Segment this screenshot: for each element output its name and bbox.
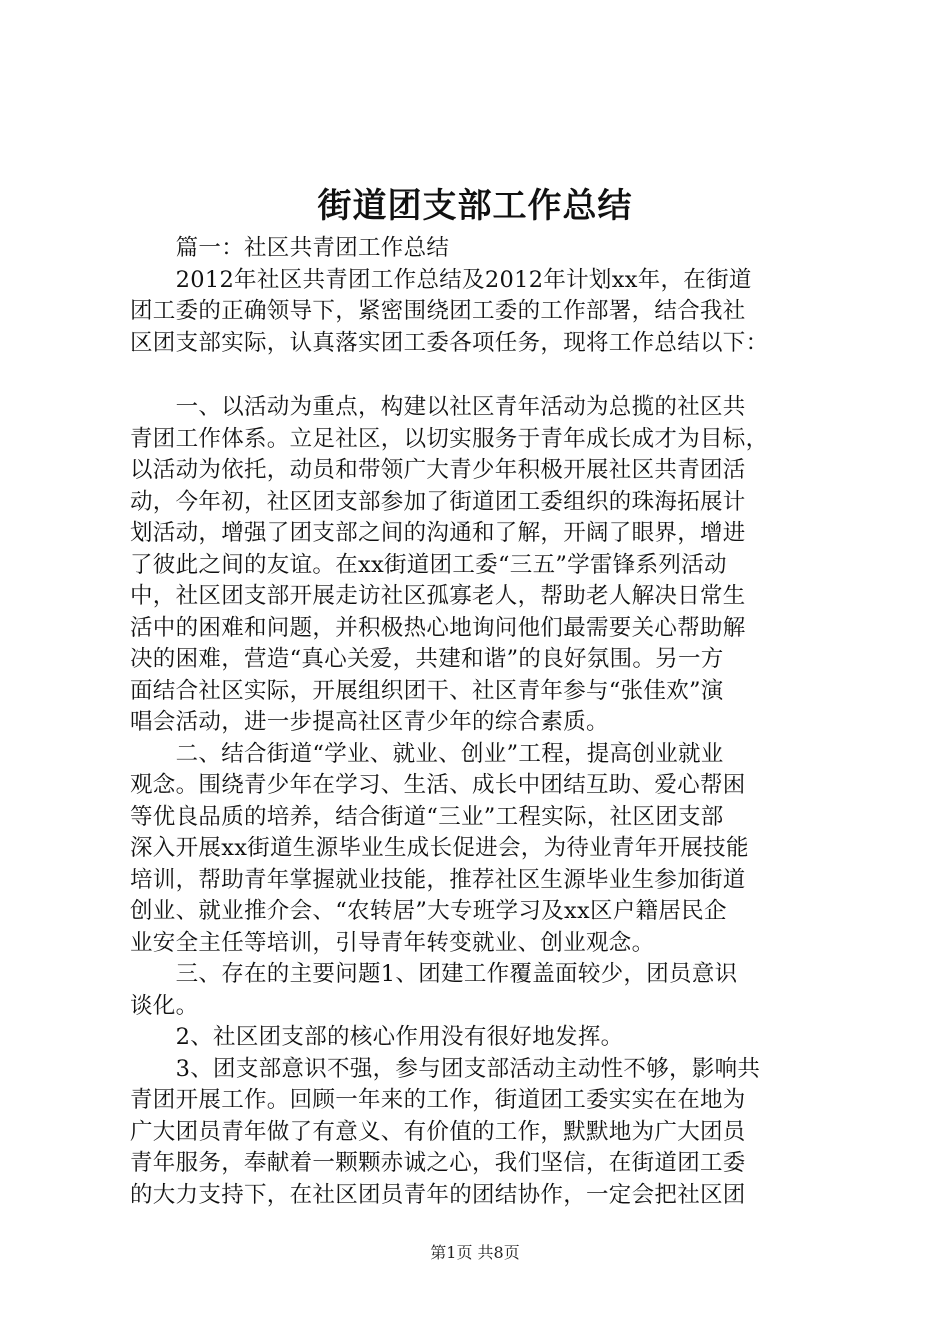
main-block bbox=[130, 392, 830, 1211]
text-line: 青团工作体系。立足社区，以切实服务于青年成长成才为目标， bbox=[130, 425, 769, 452]
text-line: 青团开展工作。回顾一年来的工作，街道团工委实实在在地为 bbox=[130, 1087, 746, 1113]
paragraph-gap bbox=[130, 359, 830, 392]
text-line: 业安全主任等培训，引导青年转变就业、创业观念。 bbox=[130, 929, 655, 956]
document-title: 街道团支部工作总结 bbox=[317, 186, 633, 226]
text-line: 面结合社区实际，开展组织团干、社区青年参与“张佳欢”演 bbox=[130, 677, 724, 704]
text-line: 划活动，增强了团支部之间的沟通和了解，开阔了眼界，增进 bbox=[130, 520, 746, 546]
text-line: 动，今年初，社区团支部参加了街道团工委组织的珠海拓展计 bbox=[130, 488, 746, 515]
intro-block bbox=[130, 233, 830, 359]
text-line: 活中的困难和问题，并积极热心地询问他们最需要关心帮助解 bbox=[130, 614, 746, 641]
text-line: 2012年社区共青团工作总结及2012年计划xx年，在街道 bbox=[130, 266, 752, 293]
text-line: 了彼此之间的友谊。在xx街道团工委“三五”学雷锋系列活动 bbox=[130, 551, 727, 578]
text-line: 二、结合街道“学业、就业、创业”工程，提高创业就业 bbox=[130, 740, 724, 767]
text-line: 的大力支持下，在社区团员青年的团结协作，一定会把社区团 bbox=[130, 1181, 746, 1208]
text-line: 等优良品质的培养，结合街道“三业”工程实际，社区团支部 bbox=[130, 803, 724, 830]
document-body bbox=[130, 233, 830, 1211]
text-line: 创业、就业推介会、“农转居”大专班学习及xx区户籍居民企 bbox=[130, 898, 727, 924]
text-line: 青年服务，奉献着一颗颗赤诚之心，我们坚信，在街道团工委 bbox=[130, 1150, 746, 1176]
text-line: 2、社区团支部的核心作用没有很好地发挥。 bbox=[130, 1024, 624, 1050]
text-line: 三、存在的主要问题1、团建工作覆盖面较少，团员意识 bbox=[130, 961, 738, 987]
text-line: 培训，帮助青年掌握就业技能，推荐社区生源毕业生参加街道 bbox=[130, 866, 746, 893]
text-line: 团工委的正确领导下，紧密围绕团工委的工作部署，结合我社 bbox=[130, 298, 746, 324]
text-line: 篇一：社区共青团工作总结 bbox=[130, 235, 450, 261]
text-line: 以活动为依托，动员和带领广大青少年积极开展社区共青团活 bbox=[130, 457, 746, 483]
text-line: 3、团支部意识不强，参与团支部活动主动性不够，影响共 bbox=[130, 1055, 761, 1082]
text-line: 决的困难，营造“真心关爱，共建和谐”的良好氛围。另一方 bbox=[130, 646, 724, 672]
text-line: 一、以活动为重点，构建以社区青年活动为总揽的社区共 bbox=[130, 394, 746, 420]
page-footer: 第1页 共8页 bbox=[430, 1243, 520, 1262]
text-line: 广大团员青年做了有意义、有价值的工作，默默地为广大团员 bbox=[130, 1118, 746, 1145]
text-line: 区团支部实际，认真落实团工委各项任务，现将工作总结以下： bbox=[130, 329, 769, 356]
text-line: 观念。围绕青少年在学习、生活、成长中团结互助、爱心帮困 bbox=[130, 772, 746, 798]
text-line: 唱会活动，进一步提高社区青少年的综合素质。 bbox=[130, 709, 609, 735]
text-line: 谈化。 bbox=[130, 992, 199, 1019]
text-line: 深入开展xx街道生源毕业生成长促进会，为待业青年开展技能 bbox=[130, 835, 749, 861]
text-line: 中，社区团支部开展走访社区孤寡老人，帮助老人解决日常生 bbox=[130, 583, 746, 609]
